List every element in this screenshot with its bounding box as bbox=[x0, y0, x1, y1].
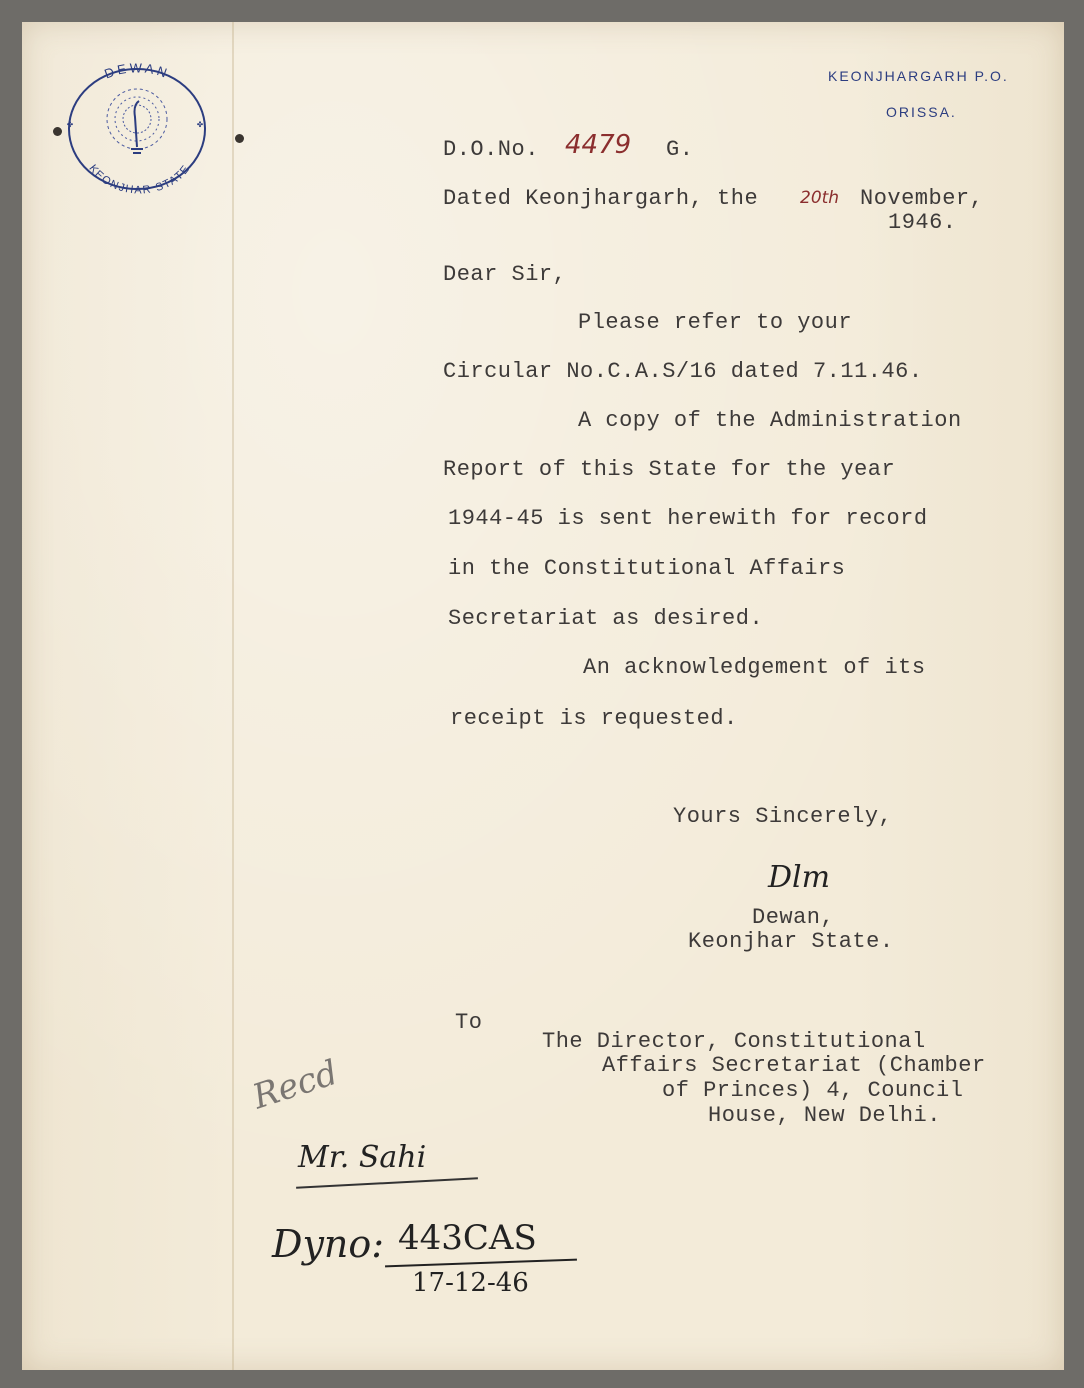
address-line: The Director, Constitutional bbox=[542, 1029, 926, 1054]
closing: Yours Sincerely, bbox=[673, 804, 893, 829]
dewan-seal bbox=[47, 57, 227, 202]
name-note: Mr. Sahi bbox=[298, 1140, 427, 1175]
recd-note: Recd bbox=[247, 1052, 343, 1118]
punch-hole bbox=[235, 134, 244, 143]
body-line: in the Constitutional Affairs bbox=[448, 556, 846, 581]
signature: Dlm bbox=[768, 860, 831, 895]
body-line: Please refer to your bbox=[578, 310, 853, 335]
svg-text:KEONJHAR STATE bbox=[86, 163, 192, 197]
date-month: November, bbox=[860, 186, 984, 211]
seal-icon bbox=[47, 57, 227, 197]
body-line: 1944-45 is sent herewith for record bbox=[448, 506, 928, 531]
salutation: Dear Sir, bbox=[443, 262, 567, 287]
seal-top-text: DEWAN bbox=[102, 60, 172, 82]
date-year: 1946. bbox=[888, 210, 957, 235]
svg-text:DEWAN bbox=[102, 60, 171, 81]
letterhead-line1: KEONJHARGARH P.O. bbox=[828, 68, 1009, 84]
dyno-number: 443CAS bbox=[398, 1218, 537, 1258]
flower-icon: ✤ bbox=[67, 120, 74, 131]
reference-suffix: G. bbox=[666, 137, 694, 162]
peacock-icon bbox=[107, 89, 167, 153]
body-line: A copy of the Administration bbox=[578, 408, 962, 433]
body-line: Report of this State for the year bbox=[443, 457, 896, 482]
dyno-label: Dyno: bbox=[272, 1222, 385, 1266]
reference-number: 4479 bbox=[565, 130, 632, 160]
dyno-date: 17-12-46 bbox=[412, 1268, 529, 1298]
body-line: Circular No.C.A.S/16 dated 7.11.46. bbox=[443, 359, 923, 384]
date-day: 20th bbox=[800, 188, 840, 208]
signatory-title: Dewan, bbox=[752, 905, 835, 930]
seal-bottom-text: KEONJHAR STATE bbox=[86, 162, 193, 197]
body-line: An acknowledgement of its bbox=[583, 655, 926, 680]
address-line: of Princes) 4, Council bbox=[662, 1078, 964, 1103]
address-line: Affairs Secretariat (Chamber bbox=[602, 1053, 986, 1078]
signatory-org: Keonjhar State. bbox=[688, 929, 894, 954]
date-prefix: Dated Keonjhargarh, the bbox=[443, 186, 759, 211]
to-label: To bbox=[455, 1010, 483, 1035]
letterhead-line2: ORISSA. bbox=[886, 104, 957, 120]
flower-icon: ✤ bbox=[197, 120, 204, 131]
address-line: House, New Delhi. bbox=[708, 1103, 941, 1128]
paper-crease bbox=[232, 22, 234, 1370]
body-line: receipt is requested. bbox=[450, 706, 738, 731]
body-line: Secretariat as desired. bbox=[448, 606, 764, 631]
reference-prefix: D.O.No. bbox=[443, 137, 539, 162]
